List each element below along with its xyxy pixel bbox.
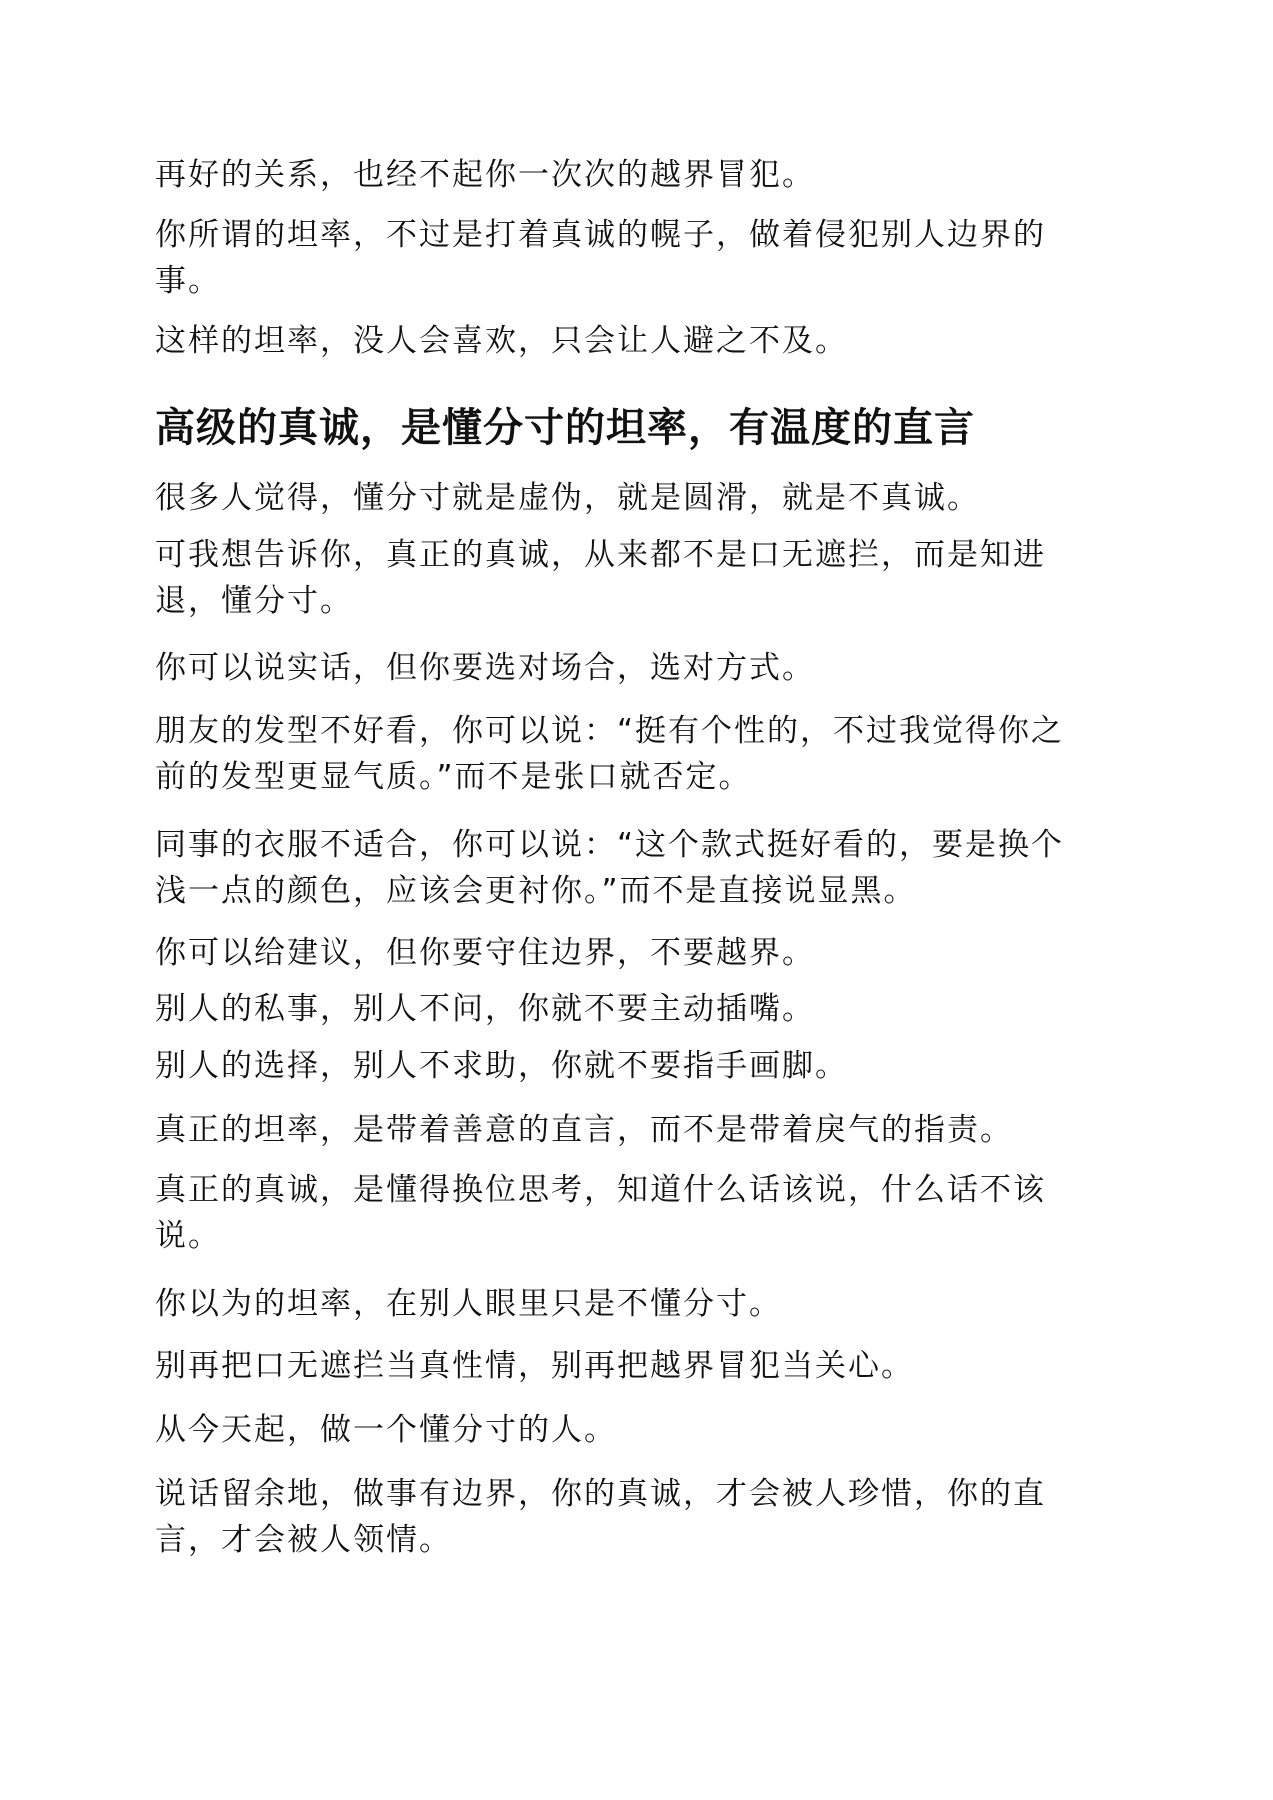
paragraph-13: 从今天起，做一个懂分寸的人。 (155, 1412, 617, 1448)
paragraph-6: 你可以给建议，但你要守住边界，不要越界。 (155, 935, 815, 971)
paragraph-11: 你以为的坦率，在别人眼里只是不懂分寸。 (155, 1286, 782, 1322)
paragraph-top-2: 你所谓的坦率，不过是打着真诚的幌子，做着侵犯别人边界的 事。 (155, 217, 1046, 299)
paragraph-8: 别人的选择，别人不求助，你就不要指手画脚。 (155, 1048, 848, 1084)
paragraph-9: 真正的坦率，是带着善意的直言，而不是带着戾气的指责。 (155, 1112, 1013, 1148)
section-heading: 高级的真诚，是懂分寸的坦率，有温度的直言 (155, 405, 975, 451)
paragraph-4: 朋友的发型不好看，你可以说：“挺有个性的，不过我觉得你之 前的发型更显气质。”而不是张口就否定。 (155, 713, 1065, 795)
paragraph-2: 可我想告诉你，真正的真诚，从来都不是口无遮拦，而是知进 退，懂分寸。 (155, 537, 1046, 619)
paragraph-top-1: 再好的关系，也经不起你一次次的越界冒犯。 (155, 157, 815, 193)
paragraph-3: 你可以说实话，但你要选对场合，选对方式。 (155, 650, 815, 686)
paragraph-12: 别再把口无遮拦当真性情，别再把越界冒犯当关心。 (155, 1348, 914, 1384)
paragraph-10: 真正的真诚，是懂得换位思考，知道什么话该说，什么话不该 说。 (155, 1172, 1046, 1254)
paragraph-5: 同事的衣服不适合，你可以说：“这个款式挺好看的，要是换个 浅一点的颜色，应该会更衬你。”而不是直接说显黑。 (155, 827, 1065, 909)
paragraph-1: 很多人觉得，懂分寸就是虚伪，就是圆滑，就是不真诚。 (155, 480, 980, 516)
paragraph-14: 说话留余地，做事有边界，你的真诚，才会被人珍惜，你的直 言，才会被人领情。 (155, 1476, 1046, 1558)
paragraph-7: 别人的私事，别人不问，你就不要主动插嘴。 (155, 991, 815, 1027)
paragraph-top-3: 这样的坦率，没人会喜欢，只会让人避之不及。 (155, 323, 848, 359)
